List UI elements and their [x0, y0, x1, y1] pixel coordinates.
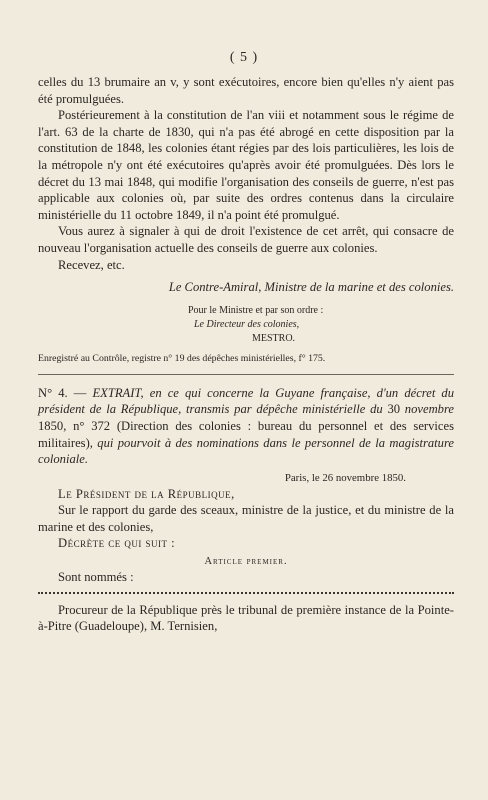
dotted-separator	[38, 592, 454, 594]
signature-name: MESTRO.	[252, 332, 296, 344]
paragraph-3: Vous aurez à signaler à qui de droit l'existence de cet arrêt, qui consacre de nouveau l'organisation actuelle des conseils de guerre aux colonies.	[38, 224, 454, 255]
sont-nommes: Sont nommés :	[58, 570, 134, 585]
registration-note: Enregistré au Contrôle, registre n° 19 des dépêches ministérielles, f° 175.	[38, 352, 326, 364]
paragraph-2: Postérieurement à la constitution de l'an viii et notamment sous le régime de l'art. 63 de la charte de 1830, qui n'a pas été abrogé en cette disposition par la constitution de 1848, les colonies étant régies par des lois particulières, les lois de la métropole n'y ont été exécutoires qu'après avoir été promulguées. Dès lors le décret du 13 mai 1848, qui modifie l'organisation des conseils de guerre, n'est pas applicable aux colonies où, par suite des ordres contenus dans la circulaire ministérielle du 11 octobre 1849, il n'a point été promulgué.	[38, 108, 454, 222]
paragraph-4: Recevez, etc.	[58, 257, 125, 272]
article-4-month: novembre	[404, 402, 454, 417]
article-4-reference: 1850, n° 372 (Direction des colonies : bureau du personnel et des services militaires),	[38, 418, 454, 450]
page-number: ( 5 )	[229, 50, 259, 65]
signature-order: Pour le Ministre et par son ordre :	[188, 304, 324, 316]
article-4-heading	[38, 385, 454, 468]
president-line: Le Président de la République,	[58, 486, 235, 501]
article-4-title: EXTRAIT, en ce qui concerne la Guyane française, d'un décret du président de la République, transmis par dépêche ministérielle du	[38, 385, 454, 417]
article-4-subject: qui pourvoit à des nominations dans le personnel de la magistrature coloniale.	[38, 435, 455, 467]
article-premier-heading: Article premier.	[204, 556, 288, 568]
section-divider	[38, 374, 454, 375]
decrete-line: Décrète ce qui suit :	[58, 536, 176, 551]
page-body	[38, 74, 454, 635]
dateline: Paris, le 26 novembre 1850.	[284, 471, 406, 484]
signature-block	[188, 304, 454, 346]
rapport-paragraph: Sur le rapport du garde des sceaux, ministre de la justice, et du ministre de la marine et des colonies,	[38, 503, 454, 534]
paragraph-1: celles du 13 brumaire an v, y sont exécutoires, encore bien qu'elles n'y aient pas été promulguées.	[38, 75, 454, 106]
article-4-date: 30	[382, 402, 405, 417]
article-4-number: N° 4. —	[38, 385, 93, 400]
procureur-paragraph: Procureur de la République près le tribunal de première instance de la Pointe-à-Pitre (Guadeloupe), M. Ternisien,	[38, 602, 454, 634]
signature-minister: Le Contre-Amiral, Ministre de la marine et des colonies.	[168, 280, 454, 295]
signature-director: Le Directeur des colonies,	[194, 318, 300, 330]
